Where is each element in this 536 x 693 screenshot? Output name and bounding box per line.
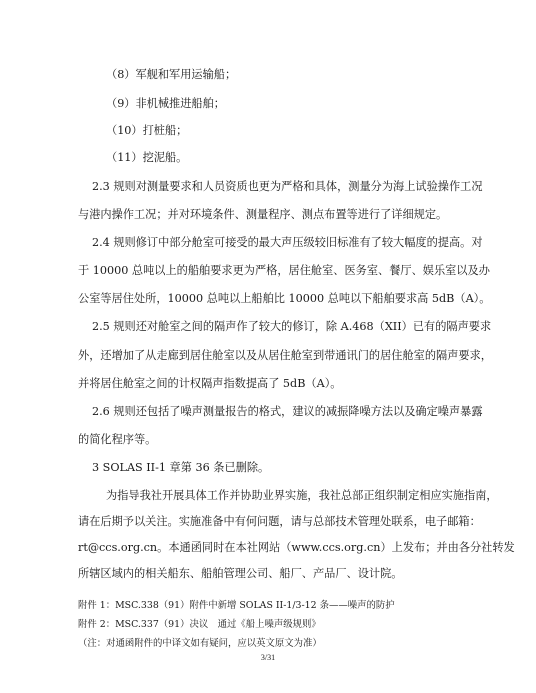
list-item: （11）挖泥船。: [106, 151, 188, 164]
paragraph-line: 于 10000 总吨以上的船舶要求更为严格，居住舱室、医务室、餐厅、娱乐室以及办: [78, 264, 490, 277]
page-number: 3/31: [260, 653, 276, 662]
closing-line: 请在后期予以关注。实施准备中有何问题，请与总部技术管理处联系，电子邮箱：: [78, 515, 481, 528]
closing-line: 所辖区域内的相关船东、船舶管理公司、船厂、产品厂、设计院。: [78, 567, 403, 580]
attachment-line: 附件 1：MSC.338（91）附件中新增 SOLAS II-1/3-12 条——噪声的防护: [78, 600, 395, 611]
paragraph-line: 与港内操作工况；并对环境条件、测量程序、测点布置等进行了详细规定。: [78, 208, 448, 221]
list-item: （8）军舰和军用运输船；: [106, 68, 237, 81]
closing-line: rt@ccs.org.cn。本通函同时在本社网站（www.ccs.org.cn）上发布；并由各分社转发: [78, 541, 515, 554]
paragraph-line: 的简化程序等。: [78, 433, 157, 446]
closing-line: 为指导我社开展具体工作并协助业界实施，我社总部正组织制定相应实施指南，: [106, 489, 498, 502]
paragraph-line: 2.3 规则对测量要求和人员资质也更为严格和具体，测量分为海上试验操作工况: [92, 180, 483, 193]
paragraph-line: 外，还增加了从走廊到居住舱室以及从居住舱室到带通讯门的居住舱室的隔声要求，: [78, 349, 492, 362]
paragraph-line: 2.5 规则还对舱室之间的隔声作了较大的修订，除 A.468（XII）已有的隔声要求: [92, 320, 492, 333]
section-heading: 3 SOLAS II-1 章第 36 条已删除。: [92, 461, 270, 474]
note-line: （注：对通函附件的中译文如有疑问，应以英文原文为准）: [78, 638, 322, 649]
attachment-line: 附件 2：MSC.337（91）决议 通过《船上噪声级规则》: [78, 619, 321, 630]
list-item: （10）打桩船；: [106, 124, 188, 137]
paragraph-line: 2.6 规则还包括了噪声测量报告的格式，建议的减振降噪方法以及确定噪声暴露: [92, 405, 483, 418]
paragraph-line: 并将居住舱室之间的计权隔声指数提高了 5dB（A）。: [78, 377, 342, 390]
paragraph-line: 公室等居住处所，10000 总吨以上船舶比 10000 总吨以下船舶要求高 5dB（A）。: [78, 292, 491, 305]
paragraph-line: 2.4 规则修订中部分舱室可接受的最大声压级较旧标准有了较大幅度的提高。对: [92, 236, 483, 249]
list-item: （9）非机械推进船舶；: [106, 97, 225, 110]
